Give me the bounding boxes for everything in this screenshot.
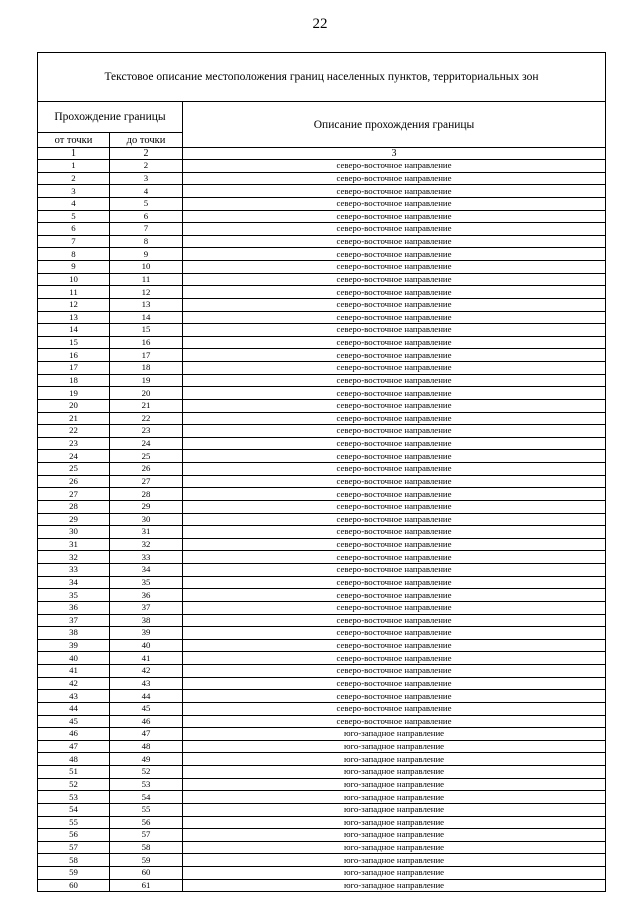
from-point-cell: 58 [38,854,110,867]
direction-cell: юго-западное направление [183,879,606,892]
to-point-cell: 21 [110,399,183,412]
table-row [38,652,606,665]
table-row [38,715,606,728]
table-row [38,513,606,526]
direction-cell: северо-восточное направление [183,665,606,678]
from-point-cell: 45 [38,715,110,728]
table-row [38,627,606,640]
to-point-cell: 10 [110,261,183,274]
from-point-cell: 43 [38,690,110,703]
from-point-cell: 18 [38,374,110,387]
direction-cell: северо-восточное направление [183,248,606,261]
from-point-cell: 10 [38,273,110,286]
to-point-cell: 41 [110,652,183,665]
table-row [38,185,606,198]
to-point-cell: 33 [110,551,183,564]
from-point-cell: 41 [38,665,110,678]
direction-cell: северо-восточное направление [183,223,606,236]
direction-cell: северо-восточное направление [183,589,606,602]
to-point-cell: 28 [110,488,183,501]
table-row [38,488,606,501]
direction-cell: северо-восточное направление [183,261,606,274]
direction-cell: северо-восточное направление [183,387,606,400]
direction-cell: юго-западное направление [183,816,606,829]
to-point-cell: 23 [110,425,183,438]
to-point-cell: 20 [110,387,183,400]
from-point-cell: 35 [38,589,110,602]
direction-cell: северо-восточное направление [183,576,606,589]
from-point-cell: 56 [38,829,110,842]
from-point-cell: 4 [38,197,110,210]
from-point-cell: 57 [38,841,110,854]
to-point-cell: 2 [110,160,183,173]
table-row [38,298,606,311]
to-point-cell: 25 [110,450,183,463]
table-row [38,273,606,286]
from-point-cell: 25 [38,463,110,476]
direction-cell: северо-восточное направление [183,715,606,728]
table-row [38,349,606,362]
to-point-cell: 43 [110,677,183,690]
table-row [38,551,606,564]
direction-cell: северо-восточное направление [183,172,606,185]
direction-cell: северо-восточное направление [183,513,606,526]
to-point-cell: 46 [110,715,183,728]
to-point-cell: 19 [110,374,183,387]
from-point-cell: 51 [38,766,110,779]
to-point-cell: 44 [110,690,183,703]
direction-cell: северо-восточное направление [183,197,606,210]
table-row [38,778,606,791]
direction-cell: северо-восточное направление [183,500,606,513]
to-point-cell: 8 [110,235,183,248]
direction-cell: северо-восточное направление [183,614,606,627]
table-row [38,564,606,577]
to-point-cell: 5 [110,197,183,210]
from-point-cell: 47 [38,740,110,753]
boundary-description-table [37,52,606,892]
table-row [38,172,606,185]
from-point-cell: 12 [38,298,110,311]
from-point-cell: 7 [38,235,110,248]
direction-cell: северо-восточное направление [183,273,606,286]
direction-cell: северо-восточное направление [183,690,606,703]
direction-cell: северо-восточное направление [183,526,606,539]
to-point-cell: 7 [110,223,183,236]
to-point-cell: 57 [110,829,183,842]
table-row [38,791,606,804]
from-point-cell: 34 [38,576,110,589]
direction-cell: юго-западное направление [183,740,606,753]
to-point-cell: 29 [110,500,183,513]
header-boundary-passage: Прохождение границы [38,102,183,133]
table-title: Текстовое описание местоположения границ населенных пунктов, территориальных зон [38,53,606,102]
from-point-cell: 39 [38,639,110,652]
from-point-cell: 36 [38,601,110,614]
direction-cell: северо-восточное направление [183,450,606,463]
table-row [38,475,606,488]
table-row [38,753,606,766]
table-row [38,740,606,753]
table-row [38,450,606,463]
table-row [38,387,606,400]
direction-cell: северо-восточное направление [183,235,606,248]
direction-cell: северо-восточное направление [183,437,606,450]
table-row [38,437,606,450]
to-point-cell: 38 [110,614,183,627]
from-point-cell: 37 [38,614,110,627]
direction-cell: северо-восточное направление [183,210,606,223]
table-row [38,614,606,627]
table-row [38,248,606,261]
header-to-point: до точки [110,133,183,148]
direction-cell: юго-западное направление [183,778,606,791]
from-point-cell: 31 [38,538,110,551]
to-point-cell: 61 [110,879,183,892]
direction-cell: северо-восточное направление [183,627,606,640]
from-point-cell: 5 [38,210,110,223]
to-point-cell: 12 [110,286,183,299]
from-point-cell: 46 [38,728,110,741]
table-row [38,867,606,880]
header-from-point: от точки [38,133,110,148]
from-point-cell: 28 [38,500,110,513]
to-point-cell: 26 [110,463,183,476]
table-row [38,728,606,741]
direction-cell: северо-восточное направление [183,286,606,299]
to-point-cell: 60 [110,867,183,880]
table-row [38,665,606,678]
direction-cell: северо-восточное направление [183,412,606,425]
table-row [38,803,606,816]
direction-cell: северо-восточное направление [183,488,606,501]
to-point-cell: 32 [110,538,183,551]
table-row [38,816,606,829]
from-point-cell: 54 [38,803,110,816]
direction-cell: северо-восточное направление [183,639,606,652]
from-point-cell: 33 [38,564,110,577]
to-point-cell: 58 [110,841,183,854]
to-point-cell: 36 [110,589,183,602]
direction-cell: северо-восточное направление [183,702,606,715]
direction-cell: юго-западное направление [183,841,606,854]
to-point-cell: 27 [110,475,183,488]
to-point-cell: 45 [110,702,183,715]
to-point-cell: 37 [110,601,183,614]
to-point-cell: 56 [110,816,183,829]
column-number: 3 [183,148,606,160]
table-row [38,362,606,375]
from-point-cell: 27 [38,488,110,501]
direction-cell: юго-западное направление [183,753,606,766]
title-row [38,53,606,102]
direction-cell: северо-восточное направление [183,185,606,198]
from-point-cell: 9 [38,261,110,274]
to-point-cell: 49 [110,753,183,766]
table-row [38,286,606,299]
header-boundary-description: Описание прохождения границы [183,102,606,148]
from-point-cell: 17 [38,362,110,375]
from-point-cell: 24 [38,450,110,463]
direction-cell: северо-восточное направление [183,677,606,690]
from-point-cell: 32 [38,551,110,564]
from-point-cell: 52 [38,778,110,791]
table-row [38,324,606,337]
to-point-cell: 53 [110,778,183,791]
table-row [38,311,606,324]
from-point-cell: 44 [38,702,110,715]
table-row [38,261,606,274]
to-point-cell: 54 [110,791,183,804]
column-number: 1 [38,148,110,160]
table-row [38,399,606,412]
table-row [38,160,606,173]
from-point-cell: 16 [38,349,110,362]
from-point-cell: 42 [38,677,110,690]
from-point-cell: 3 [38,185,110,198]
to-point-cell: 16 [110,336,183,349]
header-row [38,102,606,133]
direction-cell: северо-восточное направление [183,538,606,551]
table-row [38,690,606,703]
from-point-cell: 1 [38,160,110,173]
from-point-cell: 14 [38,324,110,337]
table-row [38,766,606,779]
to-point-cell: 34 [110,564,183,577]
direction-cell: северо-восточное направление [183,551,606,564]
direction-cell: северо-восточное направление [183,652,606,665]
table-row [38,639,606,652]
table-row [38,425,606,438]
column-number: 2 [110,148,183,160]
from-point-cell: 29 [38,513,110,526]
direction-cell: юго-западное направление [183,867,606,880]
table-row [38,702,606,715]
direction-cell: северо-восточное направление [183,374,606,387]
direction-cell: северо-восточное направление [183,349,606,362]
direction-cell: северо-восточное направление [183,336,606,349]
direction-cell: северо-восточное направление [183,160,606,173]
from-point-cell: 30 [38,526,110,539]
to-point-cell: 39 [110,627,183,640]
to-point-cell: 30 [110,513,183,526]
direction-cell: юго-западное направление [183,728,606,741]
table-row [38,829,606,842]
to-point-cell: 14 [110,311,183,324]
direction-cell: северо-восточное направление [183,311,606,324]
from-point-cell: 38 [38,627,110,640]
from-point-cell: 13 [38,311,110,324]
from-point-cell: 2 [38,172,110,185]
to-point-cell: 22 [110,412,183,425]
table-row [38,197,606,210]
to-point-cell: 35 [110,576,183,589]
to-point-cell: 6 [110,210,183,223]
table-row [38,854,606,867]
direction-cell: юго-западное направление [183,854,606,867]
from-point-cell: 48 [38,753,110,766]
from-point-cell: 40 [38,652,110,665]
table-row [38,677,606,690]
direction-cell: юго-западное направление [183,803,606,816]
to-point-cell: 18 [110,362,183,375]
direction-cell: северо-восточное направление [183,475,606,488]
from-point-cell: 19 [38,387,110,400]
to-point-cell: 52 [110,766,183,779]
to-point-cell: 40 [110,639,183,652]
to-point-cell: 55 [110,803,183,816]
to-point-cell: 24 [110,437,183,450]
to-point-cell: 13 [110,298,183,311]
page-number: 22 [312,16,328,32]
to-point-cell: 47 [110,728,183,741]
to-point-cell: 3 [110,172,183,185]
to-point-cell: 15 [110,324,183,337]
table-row [38,879,606,892]
direction-cell: юго-западное направление [183,829,606,842]
to-point-cell: 59 [110,854,183,867]
table-row [38,576,606,589]
table-row [38,223,606,236]
table-row [38,235,606,248]
table-row [38,500,606,513]
direction-cell: юго-западное направление [183,791,606,804]
to-point-cell: 17 [110,349,183,362]
direction-cell: северо-восточное направление [183,399,606,412]
direction-cell: северо-восточное направление [183,362,606,375]
from-point-cell: 6 [38,223,110,236]
from-point-cell: 11 [38,286,110,299]
to-point-cell: 42 [110,665,183,678]
direction-cell: северо-восточное направление [183,564,606,577]
table-row [38,601,606,614]
from-point-cell: 15 [38,336,110,349]
to-point-cell: 11 [110,273,183,286]
table-row [38,412,606,425]
from-point-cell: 8 [38,248,110,261]
table-row [38,538,606,551]
table-row [38,374,606,387]
table-row [38,210,606,223]
table-row [38,336,606,349]
column-numbers-row [38,148,606,160]
direction-cell: северо-восточное направление [183,324,606,337]
table-row [38,526,606,539]
to-point-cell: 9 [110,248,183,261]
from-point-cell: 26 [38,475,110,488]
from-point-cell: 21 [38,412,110,425]
from-point-cell: 53 [38,791,110,804]
direction-cell: северо-восточное направление [183,463,606,476]
table-row [38,589,606,602]
from-point-cell: 23 [38,437,110,450]
table-row [38,463,606,476]
from-point-cell: 20 [38,399,110,412]
from-point-cell: 59 [38,867,110,880]
direction-cell: северо-восточное направление [183,425,606,438]
from-point-cell: 60 [38,879,110,892]
to-point-cell: 31 [110,526,183,539]
table-row [38,841,606,854]
from-point-cell: 55 [38,816,110,829]
to-point-cell: 4 [110,185,183,198]
from-point-cell: 22 [38,425,110,438]
to-point-cell: 48 [110,740,183,753]
direction-cell: северо-восточное направление [183,298,606,311]
direction-cell: северо-восточное направление [183,601,606,614]
direction-cell: юго-западное направление [183,766,606,779]
